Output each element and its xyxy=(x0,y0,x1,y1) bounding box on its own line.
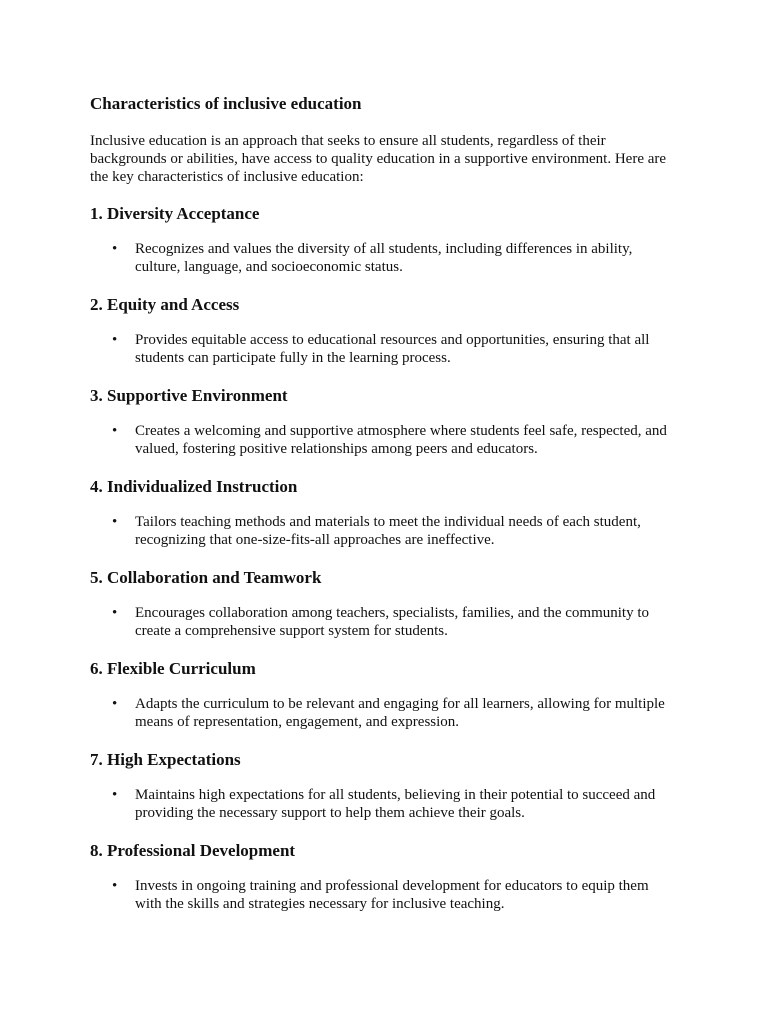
bullet-list xyxy=(90,877,678,913)
list-item-text: Recognizes and values the diversity of all students, including differences in ability, culture, language, and socioeconomic status. xyxy=(135,241,633,275)
section-heading: 8. Professional Development xyxy=(90,841,296,860)
section-heading: 3. Supportive Environment xyxy=(90,386,288,405)
list-item-text: Adapts the curriculum to be relevant and engaging for all learners, allowing for multiple means of representation, engagement, and expression. xyxy=(135,696,665,730)
section-heading: 6. Flexible Curriculum xyxy=(90,659,256,678)
list-item-text: Invests in ongoing training and professional development for educators to equip them with the skills and strategies necessary for inclusive teaching. xyxy=(135,878,649,912)
section-professional-development xyxy=(90,841,678,913)
bullet-icon: • xyxy=(112,696,118,712)
list-item xyxy=(90,786,678,822)
list-item xyxy=(90,513,678,549)
section-heading: 4. Individualized Instruction xyxy=(90,477,298,496)
bullet-icon: • xyxy=(112,605,118,621)
list-item xyxy=(90,695,678,731)
list-item xyxy=(90,422,678,458)
list-item-text: Tailors teaching methods and materials to meet the individual needs of each student, recognizing that one-size-fits-all approaches are ineffective. xyxy=(135,514,641,548)
section-equity-and-access xyxy=(90,295,678,367)
section-individualized-instruction xyxy=(90,477,678,549)
section-heading: 5. Collaboration and Teamwork xyxy=(90,568,322,587)
list-item xyxy=(90,604,678,640)
intro-paragraph: Inclusive education is an approach that seeks to ensure all students, regardless of their backgrounds or abilities, have access to quality education in a supportive environment. Here are the key characteristics of inclusive education: xyxy=(90,133,667,185)
bullet-list xyxy=(90,422,678,458)
list-item xyxy=(90,240,678,276)
bullet-list xyxy=(90,331,678,367)
bullet-icon: • xyxy=(112,423,118,439)
bullet-icon: • xyxy=(112,241,118,257)
section-collaboration-and-teamwork xyxy=(90,568,678,640)
list-item-text: Provides equitable access to educational resources and opportunities, ensuring that all students can participate fully in the learning process. xyxy=(135,332,650,366)
bullet-list xyxy=(90,240,678,276)
bullet-icon: • xyxy=(112,787,118,803)
list-item xyxy=(90,877,678,913)
bullet-list xyxy=(90,513,678,549)
bullet-list xyxy=(90,695,678,731)
bullet-icon: • xyxy=(112,878,118,894)
section-heading: 2. Equity and Access xyxy=(90,295,240,314)
bullet-list xyxy=(90,786,678,822)
document-title: Characteristics of inclusive education xyxy=(90,94,362,113)
list-item-text: Creates a welcoming and supportive atmosphere where students feel safe, respected, and valued, fostering positive relationships among peers and educators. xyxy=(135,423,667,457)
section-heading: 7. High Expectations xyxy=(90,750,241,769)
bullet-list xyxy=(90,604,678,640)
bullet-icon: • xyxy=(112,514,118,530)
list-item-text: Encourages collaboration among teachers, specialists, families, and the community to create a comprehensive support system for students. xyxy=(135,605,650,639)
list-item-text: Maintains high expectations for all students, believing in their potential to succeed and providing the necessary support to help them achieve their goals. xyxy=(135,787,656,821)
bullet-icon: • xyxy=(112,332,118,348)
section-supportive-environment xyxy=(90,386,678,458)
section-diversity-acceptance xyxy=(90,204,678,276)
section-flexible-curriculum xyxy=(90,659,678,731)
section-heading: 1. Diversity Acceptance xyxy=(90,204,260,223)
section-high-expectations xyxy=(90,750,678,822)
list-item xyxy=(90,331,678,367)
